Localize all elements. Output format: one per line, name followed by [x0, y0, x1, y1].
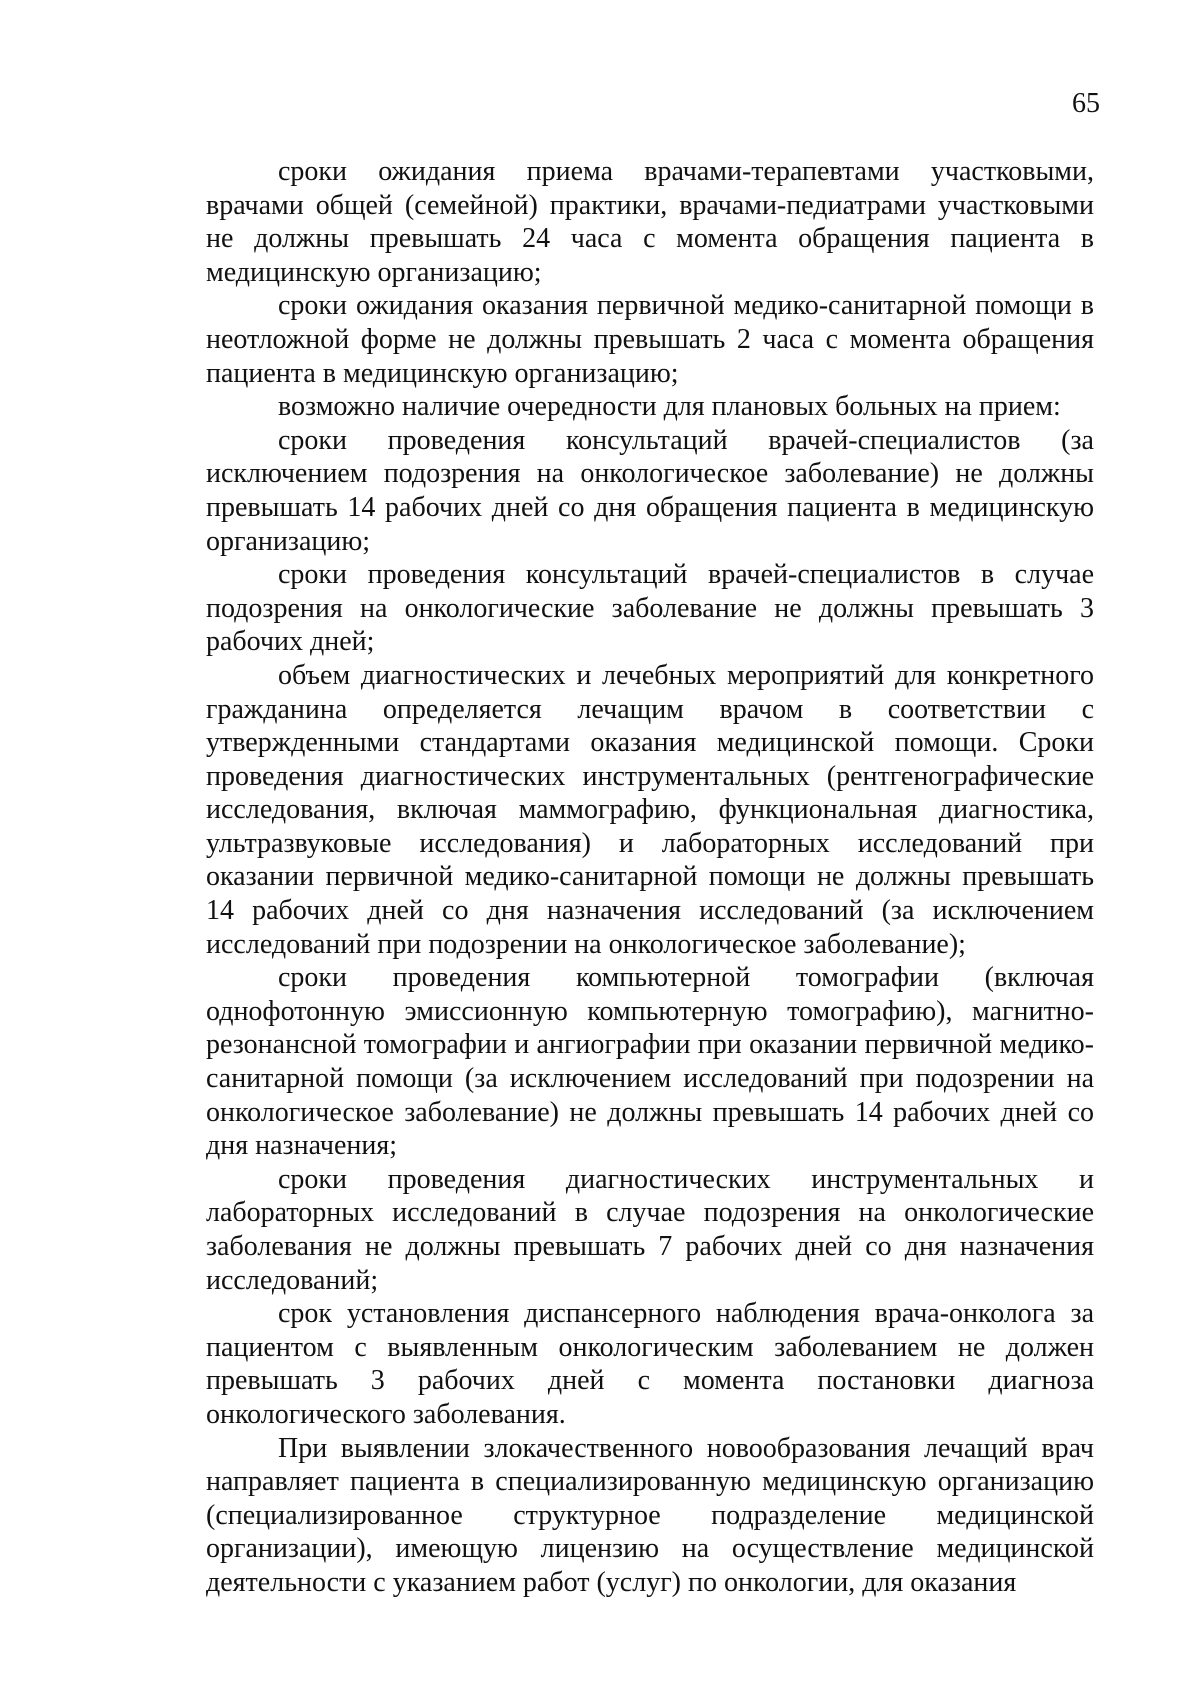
paragraph-oncology-consultations: сроки проведения консультаций врачей-специалистов в случае подозрения на онкологические заболевание не должны превышать 3 рабочих дней; [206, 559, 1094, 658]
paragraph-specialist-consultations: сроки проведения консультаций врачей-специалистов (за исключением подозрения на онкологическое заболевание) не должны превышать 14 рабочих дней со дня обращения пациента в медицинскую организацию; [206, 424, 1094, 557]
paragraph-waiting-urgent-care: сроки ожидания оказания первичной медико-санитарной помощи в неотложной форме не должны превышать 2 часа с момента обращения пациента в медицинскую организацию; [206, 290, 1094, 389]
paragraph-diagnostic-volume: объем диагностических и лечебных мероприятий для конкретного гражданина определяется лечащим врачом в соответствии с утвержденными стандартами оказания медицинской помощи. Сроки проведения диагностических инструментальных (рентгенографические исследования, включая маммографию, функциональная диагностика, ультразвуковые исследования) и лабораторных исследований при оказании первичной медико-санитарной помощи не должны превышать 14 рабочих дней со дня назначения исследований (за исключением исследований при подозрении на онкологическое заболевание); [206, 659, 1094, 960]
paragraph-ct-mri-terms: сроки проведения компьютерной томографии (включая однофотонную эмиссионную компьютерную томографию), магнитно-резонансной томографии и ангиографии при оказании первичной медико-санитарной помощи (за исключением исследований при подозрении на онкологическое заболевание) не должны превышать 14 рабочих дней со дня назначения; [206, 962, 1094, 1162]
paragraph-malignancy-referral: При выявлении злокачественного новообразования лечащий врач направляет пациента в специализированную медицинскую организацию (специализированное структурное подразделение медицинской организации), имеющую лицензию на осуществление медицинской деятельности с указанием работ (услуг) по онкологии, для оказания [206, 1432, 1094, 1598]
paragraph-queue-planned-patients: возможно наличие очередности для плановых больных на прием: [278, 391, 1061, 423]
paragraph-oncology-diagnostics: сроки проведения диагностических инструментальных и лабораторных исследований в случае подозрения на онкологические заболевания не должны превышать 7 рабочих дней со дня назначения исследований; [206, 1163, 1094, 1296]
paragraph-waiting-therapists: сроки ожидания приема врачами-терапевтами участковыми, врачами общей (семейной) практики, врачами-педиатрами участковыми не должны превышать 24 часа с момента обращения пациента в медицинскую организацию; [206, 156, 1094, 288]
paragraph-dispensary-observation: срок установления диспансерного наблюдения врача-онколога за пациентом с выявленным онкологическим заболеванием не должен превышать 3 рабочих дней с момента постановки диагноза онкологического заболевания. [206, 1298, 1094, 1430]
document-body [206, 155, 1094, 1600]
page-number: 65 [1072, 88, 1100, 119]
